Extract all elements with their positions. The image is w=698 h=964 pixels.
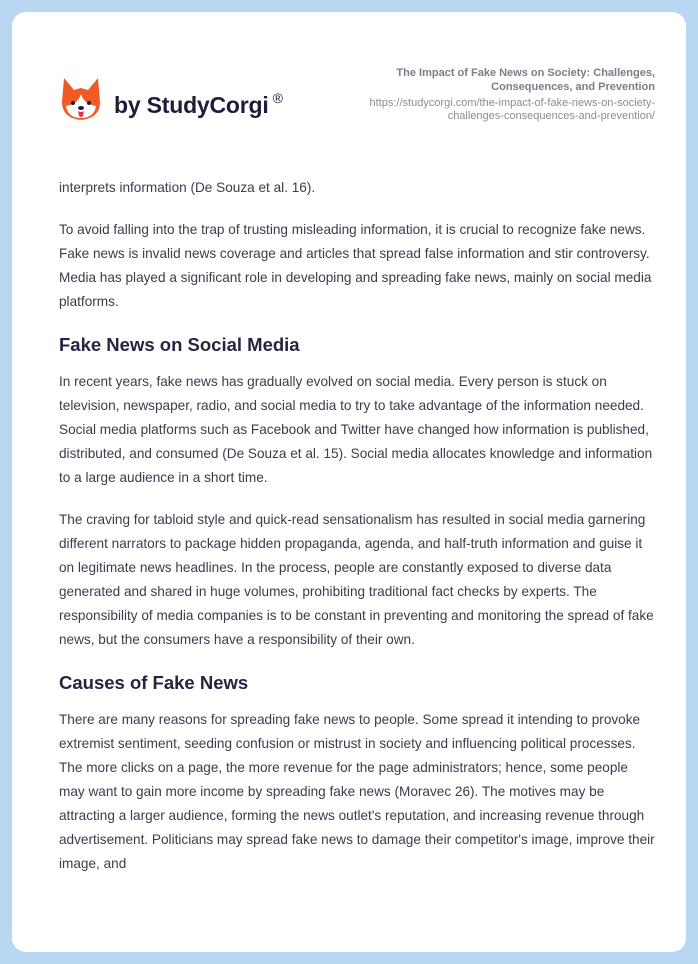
registered-mark: ® <box>272 89 283 106</box>
document-title <box>295 66 655 94</box>
logo-text: by StudyCorgi ® <box>114 89 283 118</box>
studycorgi-logo[interactable] <box>60 76 283 122</box>
section-heading: Fake News on Social Media <box>59 334 300 355</box>
paragraph: There are many reasons for spreading fake news to people. Some spread it intending to provoke extremist sentiment, seeding confusion or mistrust in society and influencing political processes. The more clicks on a page, the more revenue for the page administrators; hence, some people may want to gain more income by spreading fake news (Moravec 26). The motives may be attracting a larger audience, forming the news outlet's reputation, and increasing revenue through advertisement. Politicians may spread fake news to damage their competitor's image, improve their image, and <box>59 712 655 871</box>
paragraph: interprets information (De Souza et al. 16). <box>59 180 316 195</box>
document-header <box>12 12 686 162</box>
document-url[interactable] <box>295 97 655 123</box>
paragraph: In recent years, fake news has gradually evolved on social media. Every person is stuck on television, newspaper, radio, and social media to try to take advantage of the information needed. Social media platforms such as Facebook and Twitter have changed how information is published, distributed, and consumed (De Souza et al. 15). Social media allocates knowledge and information to a large audience in a short time. <box>59 374 653 485</box>
document-url-line-1: https://studycorgi.com/the-impact-of-fake-news-on-society- <box>369 97 655 109</box>
paragraph: The craving for tabloid style and quick-read sensationalism has resulted in social media garnering different narrators to package hidden propaganda, agenda, and half-truth information and guise it on legitimate news headlines. In the process, people are constantly exposed to diverse data generated and shared in huge volumes, prohibiting traditional fact checks by experts. The responsibility of media companies is to be constant in preventing and monitoring the spread of fake news, but the consumers have a responsibility of their own. <box>59 512 654 647</box>
article-body <box>59 176 655 894</box>
document-url-line-2: challenges-consequences-and-prevention/ <box>447 110 655 122</box>
document-title-line-1: The Impact of Fake News on Society: Challenges, <box>396 67 655 79</box>
document-meta <box>295 66 655 123</box>
document-title-line-2: Consequences, and Prevention <box>491 81 655 93</box>
section-heading: Causes of Fake News <box>59 672 249 693</box>
document-card <box>12 12 686 952</box>
corgi-icon <box>60 76 102 122</box>
paragraph: To avoid falling into the trap of trusting misleading information, it is crucial to recognize fake news. Fake news is invalid news coverage and articles that spread false information and stir controversy. Media has played a significant role in developing and spreading fake news, mainly on social media platforms. <box>59 222 652 309</box>
